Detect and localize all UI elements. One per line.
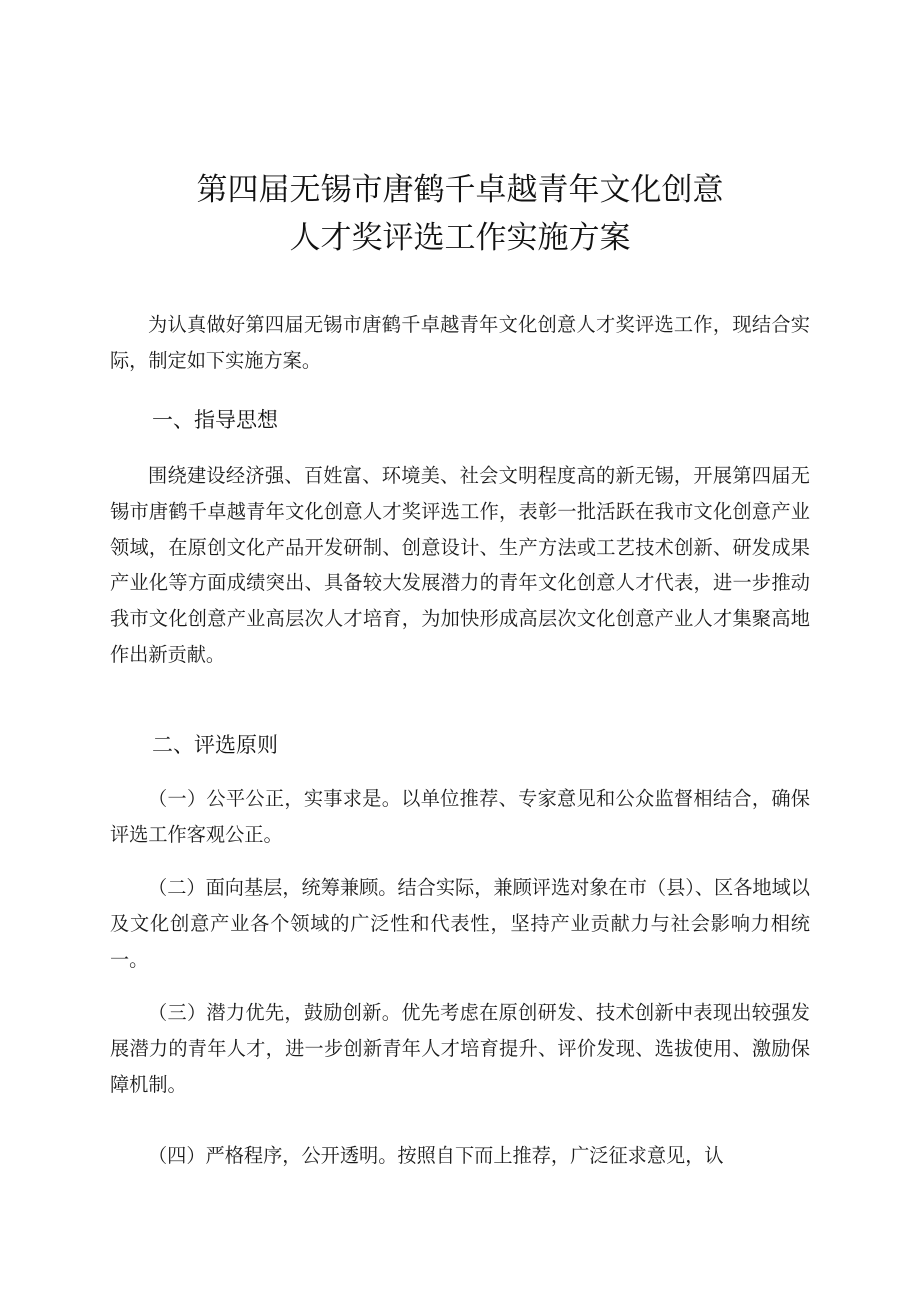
principle-item-4: （四）严格程序，公开透明。按照自下而上推荐，广泛征求意见，认 (148, 1144, 724, 1167)
intro-paragraph: 为认真做好第四届无锡市唐鹤千卓越青年文化创意人才奖评选工作，现结合实际，制定如下实施方案。 (110, 313, 810, 372)
section-2-heading: 二、评选原则 (152, 733, 278, 757)
section-1-heading: 一、指导思想 (152, 408, 278, 432)
section-1-body: 围绕建设经济强、百姓富、环境美、社会文明程度高的新无锡，开展第四届无锡市唐鹤千卓越青年文化创意人才奖评选工作，表彰一批活跃在我市文化创意产业领域，在原创文化产品开发研制、创意设计、生产方法或工艺技术创新、研发成果产业化等方面成绩突出、具备较大发展潜力的青年文化创意人才代表，进一步推动我市文化创意产业高层次人才培育，为加快形成高层次文化创意产业人才集聚高地作出新贡献。 (110, 464, 810, 666)
principle-item-1: （一）公平公正，实事求是。以单位推荐、专家意见和公众监督相结合，确保评选工作客观公正。 (110, 787, 810, 846)
document-title-line-2: 人才奖评选工作实施方案 (289, 220, 631, 256)
document-title-line-1: 第四届无锡市唐鹤千卓越青年文化创意 (196, 172, 724, 208)
principle-item-2: （二）面向基层，统筹兼顾。结合实际，兼顾评选对象在市（县）、区各地域以及文化创意产业各个领域的广泛性和代表性，坚持产业贡献力与社会影响力相统一。 (110, 876, 810, 971)
principle-item-3: （三）潜力优先，鼓励创新。优先考虑在原创研发、技术创新中表现出较强发展潜力的青年人才，进一步创新青年人才培育提升、评价发现、选拔使用、激励保障机制。 (110, 1001, 810, 1096)
